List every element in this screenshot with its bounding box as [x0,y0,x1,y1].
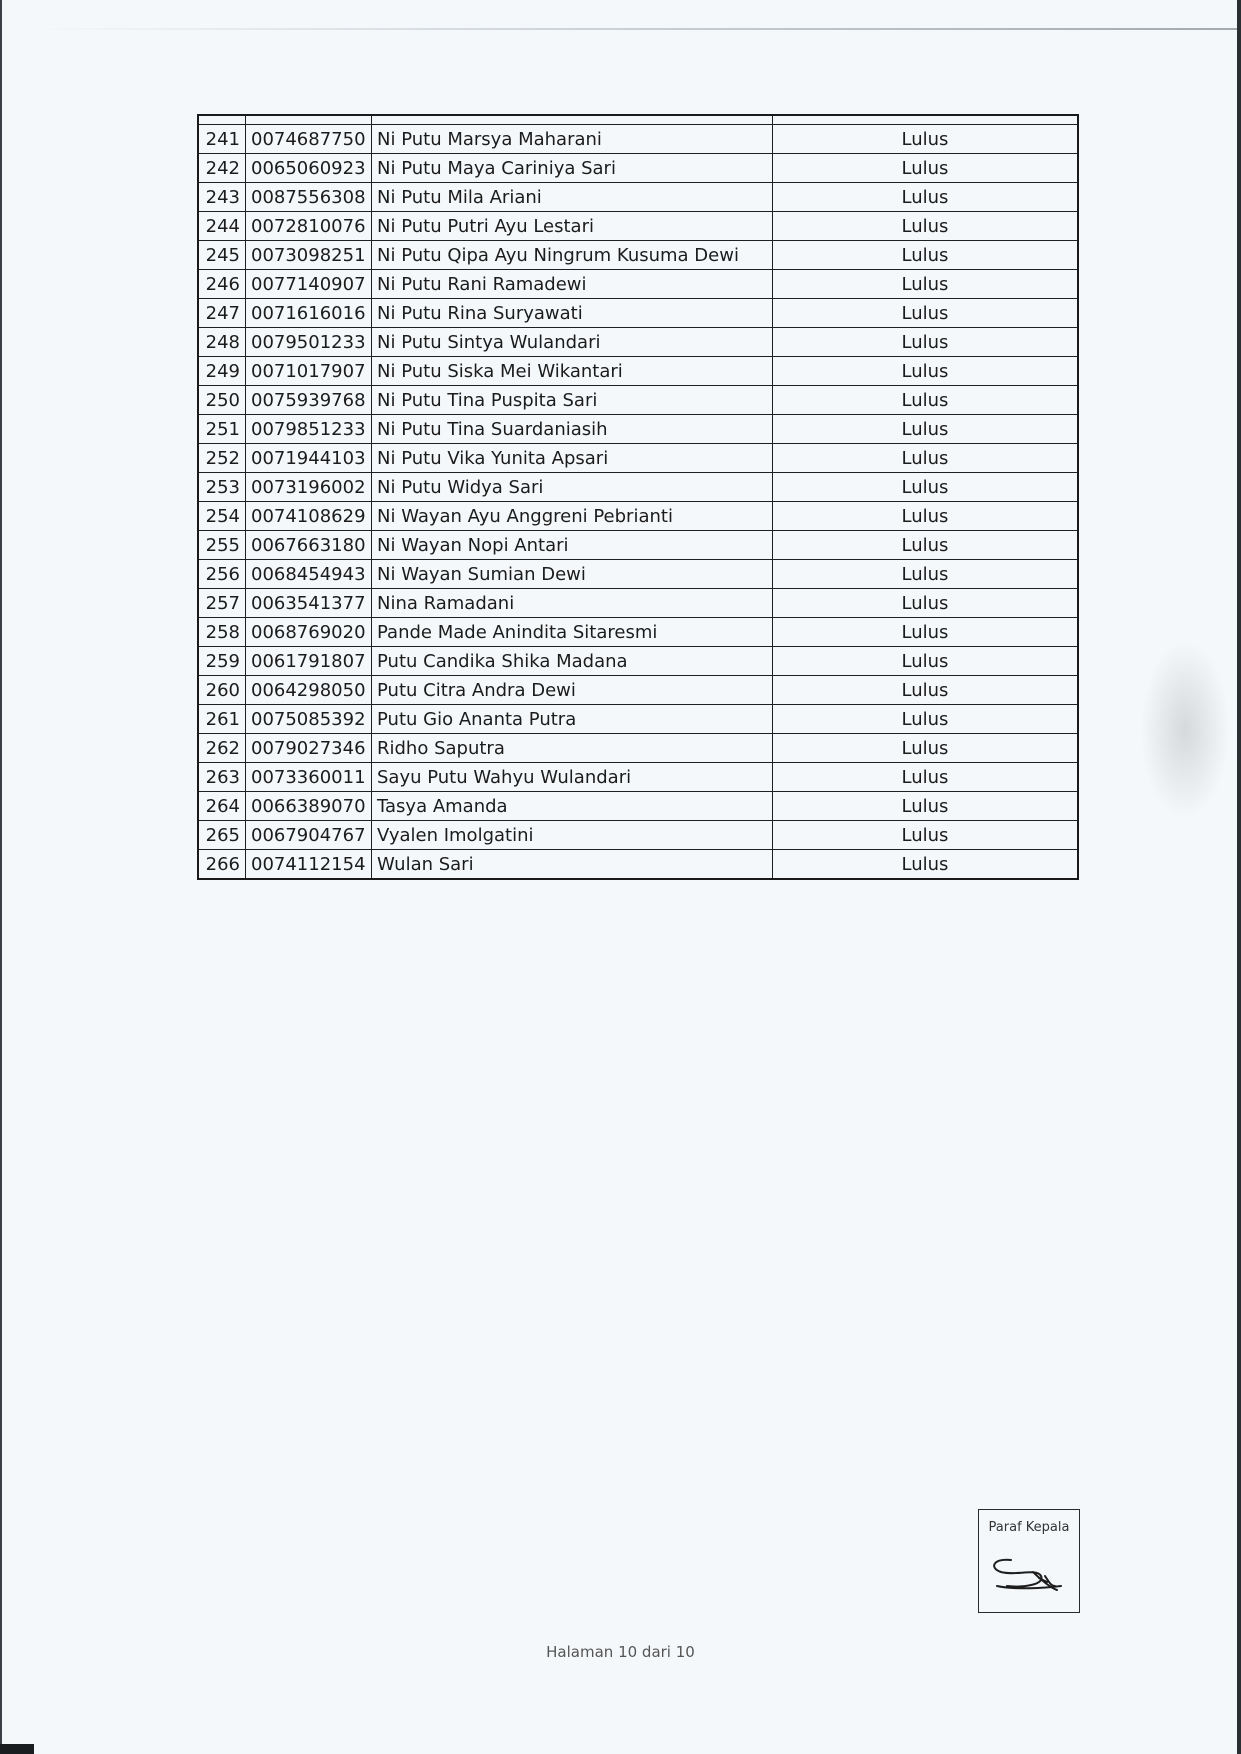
status-cell: Lulus [773,647,1079,676]
table-row [198,444,1078,473]
row-number-cell: 250 [198,386,246,415]
table-row [198,705,1078,734]
nisn-cell: 0073098251 [246,241,372,270]
table-row [198,618,1078,647]
nisn-cell: 0074108629 [246,502,372,531]
row-number-cell: 241 [198,125,246,154]
nisn-cell: 0077140907 [246,270,372,299]
status-cell: Lulus [773,299,1079,328]
student-name-cell: Ridho Saputra [372,734,773,763]
gap-cell [198,115,246,125]
status-cell: Lulus [773,734,1079,763]
table-row [198,647,1078,676]
nisn-cell: 0067663180 [246,531,372,560]
table-row [198,821,1078,850]
table-row [198,270,1078,299]
row-number-cell: 247 [198,299,246,328]
student-name-cell: Ni Wayan Nopi Antari [372,531,773,560]
table-row [198,473,1078,502]
student-name-cell: Tasya Amanda [372,792,773,821]
table-row [198,357,1078,386]
nisn-cell: 0061791807 [246,647,372,676]
initial-box [978,1509,1080,1613]
status-cell: Lulus [773,560,1079,589]
row-number-cell: 244 [198,212,246,241]
row-number-cell: 253 [198,473,246,502]
status-cell: Lulus [773,154,1079,183]
nisn-cell: 0071944103 [246,444,372,473]
student-name-cell: Ni Putu Rani Ramadewi [372,270,773,299]
status-cell: Lulus [773,328,1079,357]
student-name-cell: Ni Putu Tina Puspita Sari [372,386,773,415]
status-cell: Lulus [773,125,1079,154]
nisn-cell: 0074112154 [246,850,372,880]
row-number-cell: 256 [198,560,246,589]
student-name-cell: Ni Putu Tina Suardaniasih [372,415,773,444]
status-cell: Lulus [773,270,1079,299]
student-name-cell: Ni Putu Mila Ariani [372,183,773,212]
student-name-cell: Ni Wayan Ayu Anggreni Pebrianti [372,502,773,531]
scan-edge-right [1237,0,1241,1754]
student-name-cell: Sayu Putu Wahyu Wulandari [372,763,773,792]
status-cell: Lulus [773,821,1079,850]
nisn-cell: 0071017907 [246,357,372,386]
student-name-cell: Ni Putu Vika Yunita Apsari [372,444,773,473]
nisn-cell: 0066389070 [246,792,372,821]
row-number-cell: 266 [198,850,246,880]
student-name-cell: Ni Putu Marsya Maharani [372,125,773,154]
row-number-cell: 252 [198,444,246,473]
status-cell: Lulus [773,676,1079,705]
table-row [198,299,1078,328]
row-number-cell: 263 [198,763,246,792]
table-row [198,212,1078,241]
row-number-cell: 261 [198,705,246,734]
row-number-cell: 260 [198,676,246,705]
scan-smudge [1140,640,1230,820]
scan-edge-left [0,0,2,1754]
table-row [198,328,1078,357]
table-row [198,502,1078,531]
student-name-cell: Ni Putu Rina Suryawati [372,299,773,328]
status-cell: Lulus [773,618,1079,647]
nisn-cell: 0068454943 [246,560,372,589]
student-name-cell: Ni Putu Siska Mei Wikantari [372,357,773,386]
status-cell: Lulus [773,473,1079,502]
nisn-cell: 0071616016 [246,299,372,328]
table-row [198,386,1078,415]
row-number-cell: 262 [198,734,246,763]
status-cell: Lulus [773,415,1079,444]
row-number-cell: 254 [198,502,246,531]
student-name-cell: Ni Putu Sintya Wulandari [372,328,773,357]
gap-cell [372,115,773,125]
status-cell: Lulus [773,183,1079,212]
table-row [198,763,1078,792]
row-number-cell: 251 [198,415,246,444]
status-cell: Lulus [773,444,1079,473]
row-number-cell: 257 [198,589,246,618]
gap-cell [773,115,1079,125]
status-cell: Lulus [773,792,1079,821]
table-row [198,560,1078,589]
table-row [198,183,1078,212]
student-name-cell: Ni Putu Maya Cariniya Sari [372,154,773,183]
row-number-cell: 246 [198,270,246,299]
student-name-cell: Pande Made Anindita Sitaresmi [372,618,773,647]
row-number-cell: 249 [198,357,246,386]
table-row [198,415,1078,444]
status-cell: Lulus [773,502,1079,531]
table-top-gap-row [198,115,1078,125]
student-name-cell: Ni Putu Putri Ayu Lestari [372,212,773,241]
nisn-cell: 0064298050 [246,676,372,705]
student-name-cell: Ni Wayan Sumian Dewi [372,560,773,589]
table-row [198,850,1078,880]
row-number-cell: 243 [198,183,246,212]
scan-edge-top [30,28,1241,30]
row-number-cell: 248 [198,328,246,357]
table-row [198,241,1078,270]
status-cell: Lulus [773,386,1079,415]
nisn-cell: 0087556308 [246,183,372,212]
row-number-cell: 258 [198,618,246,647]
nisn-cell: 0074687750 [246,125,372,154]
nisn-cell: 0075085392 [246,705,372,734]
table-row [198,792,1078,821]
table-row [198,734,1078,763]
row-number-cell: 255 [198,531,246,560]
page-number: Halaman 10 dari 10 [546,1643,695,1661]
signature-icon [985,1542,1075,1602]
nisn-cell: 0073196002 [246,473,372,502]
status-cell: Lulus [773,850,1079,880]
gap-cell [246,115,372,125]
status-cell: Lulus [773,241,1079,270]
row-number-cell: 242 [198,154,246,183]
nisn-cell: 0067904767 [246,821,372,850]
student-name-cell: Wulan Sari [372,850,773,880]
nisn-cell: 0075939768 [246,386,372,415]
table-row [198,676,1078,705]
row-number-cell: 265 [198,821,246,850]
student-name-cell: Putu Gio Ananta Putra [372,705,773,734]
table-row [198,531,1078,560]
nisn-cell: 0079501233 [246,328,372,357]
nisn-cell: 0072810076 [246,212,372,241]
student-name-cell: Putu Candika Shika Madana [372,647,773,676]
student-name-cell: Vyalen Imolgatini [372,821,773,850]
status-cell: Lulus [773,589,1079,618]
table-row [198,125,1078,154]
nisn-cell: 0073360011 [246,763,372,792]
row-number-cell: 245 [198,241,246,270]
nisn-cell: 0079851233 [246,415,372,444]
nisn-cell: 0063541377 [246,589,372,618]
status-cell: Lulus [773,531,1079,560]
status-cell: Lulus [773,705,1079,734]
table-row [198,589,1078,618]
results-table-body [198,115,1078,879]
initial-label: Paraf Kepala [988,1520,1070,1535]
nisn-cell: 0068769020 [246,618,372,647]
status-cell: Lulus [773,357,1079,386]
student-name-cell: Putu Citra Andra Dewi [372,676,773,705]
student-name-cell: Ni Putu Widya Sari [372,473,773,502]
status-cell: Lulus [773,212,1079,241]
nisn-cell: 0065060923 [246,154,372,183]
results-table [197,114,1079,880]
row-number-cell: 259 [198,647,246,676]
nisn-cell: 0079027346 [246,734,372,763]
student-name-cell: Nina Ramadani [372,589,773,618]
table-row [198,154,1078,183]
status-cell: Lulus [773,763,1079,792]
student-name-cell: Ni Putu Qipa Ayu Ningrum Kusuma Dewi [372,241,773,270]
scan-edge-bottom [0,1744,34,1754]
row-number-cell: 264 [198,792,246,821]
